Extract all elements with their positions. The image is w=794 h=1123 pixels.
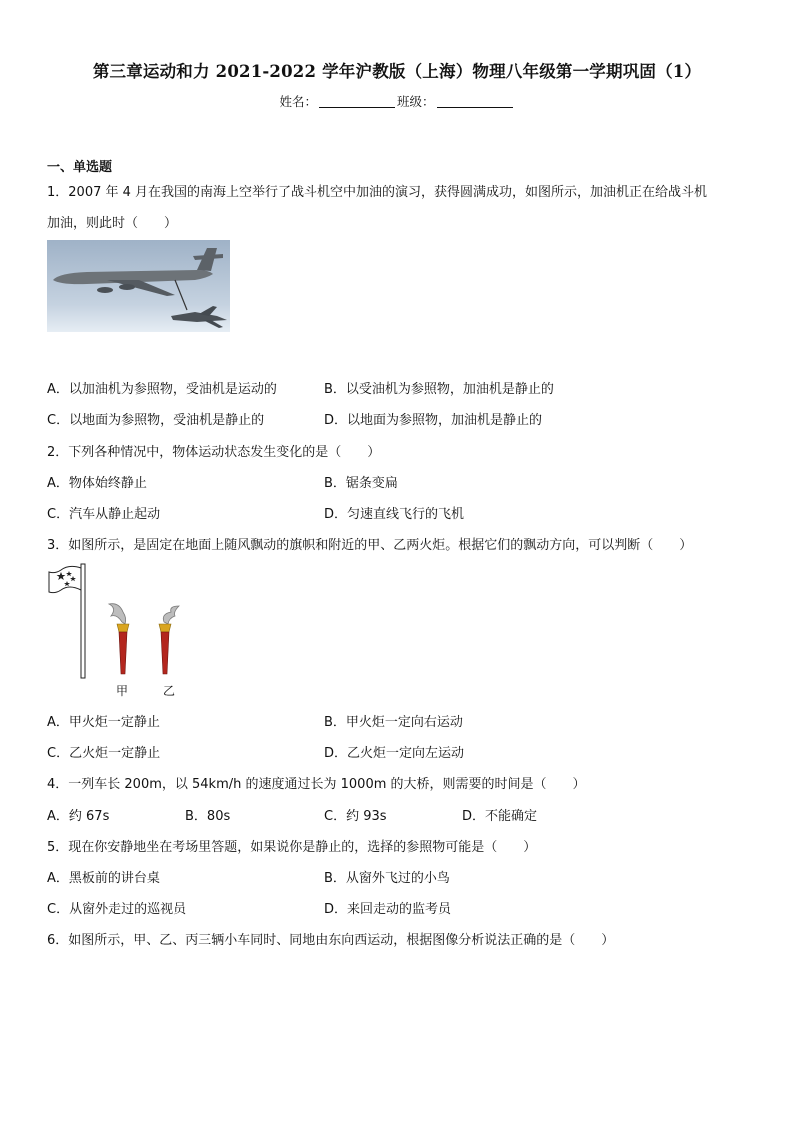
q5-stem: 5．现在你安静地坐在考场里答题，如果说你是静止的，选择的参照物可能是（ ）: [47, 840, 537, 855]
name-blank[interactable]: [319, 95, 395, 108]
q1-stem-line2: 加油，则此时（ ）: [47, 216, 178, 231]
q2-option-c[interactable]: C．汽车从静止起动: [47, 507, 161, 522]
q3-option-c[interactable]: C．乙火炬一定静止: [47, 746, 161, 761]
q2-option-b[interactable]: B．锯条变扁: [324, 476, 398, 491]
flagpole: [81, 564, 85, 678]
q2-option-d[interactable]: D．匀速直线飞行的飞机: [324, 507, 465, 522]
q2-option-a[interactable]: A．物体始终静止: [47, 476, 147, 491]
q6-stem: 6．如图所示，甲、乙、丙三辆小车同时、同地由东向西运动，根据图像分析说法正确的是（ ）: [47, 933, 615, 948]
q5-option-a[interactable]: A．黑板前的讲台桌: [47, 871, 160, 886]
flag-torch-figure: [47, 562, 197, 700]
name-label: 姓名：: [279, 94, 317, 109]
q5-option-d[interactable]: D．来回走动的监考员: [324, 902, 452, 917]
q4-option-b[interactable]: B．80s: [185, 809, 231, 824]
q4-option-a[interactable]: A．约 67s: [47, 809, 110, 824]
section-title: 一、单选题: [47, 160, 113, 175]
q1-stem-line1: 1．2007 年 4 月在我国的南海上空举行了战斗机空中加油的演习，获得圆满成功，如图所示，加油机正在给战斗机: [47, 185, 708, 200]
q1-option-a[interactable]: A．以加油机为参照物，受油机是运动的: [47, 382, 277, 397]
torch-jia: [109, 604, 129, 674]
refueling-photo: [47, 240, 230, 332]
flag-icon: [49, 566, 81, 592]
q3-option-b[interactable]: B．甲火炬一定向右运动: [324, 715, 463, 730]
q1-option-c[interactable]: C．以地面为参照物，受油机是静止的: [47, 413, 265, 428]
q4-stem: 4．一列车长 200m，以 54km/h 的速度通过长为 1000m 的大桥，则需要的时间是（ ）: [47, 777, 586, 792]
q3-option-a[interactable]: A．甲火炬一定静止: [47, 715, 160, 730]
q4-option-c[interactable]: C．约 93s: [324, 809, 387, 824]
torch-yi: [159, 606, 179, 674]
q1-option-b[interactable]: B．以受油机为参照物，加油机是静止的: [324, 382, 554, 397]
torch-label-yi: 乙: [163, 684, 176, 698]
class-label: 班级：: [397, 94, 435, 109]
q5-option-c[interactable]: C．从窗外走过的巡视员: [47, 902, 187, 917]
class-blank[interactable]: [437, 95, 513, 108]
q5-option-b[interactable]: B．从窗外飞过的小鸟: [324, 871, 450, 886]
q3-stem: 3．如图所示，是固定在地面上随风飘动的旗帜和附近的甲、乙两火炬。根据它们的飘动方向，可以判断（ ）: [47, 538, 693, 553]
q1-option-d[interactable]: D．以地面为参照物，加油机是静止的: [324, 413, 543, 428]
q3-option-d[interactable]: D．乙火炬一定向左运动: [324, 746, 465, 761]
q4-option-d[interactable]: D．不能确定: [462, 809, 538, 824]
page-title: 第三章运动和力 2021-2022 学年沪教版（上海）物理八年级第一学期巩固（1）: [92, 62, 702, 81]
q2-stem: 2．下列各种情况中，物体运动状态发生变化的是（ ）: [47, 445, 381, 460]
name-class-row: [0, 92, 794, 110]
torch-label-jia: 甲: [116, 684, 129, 698]
